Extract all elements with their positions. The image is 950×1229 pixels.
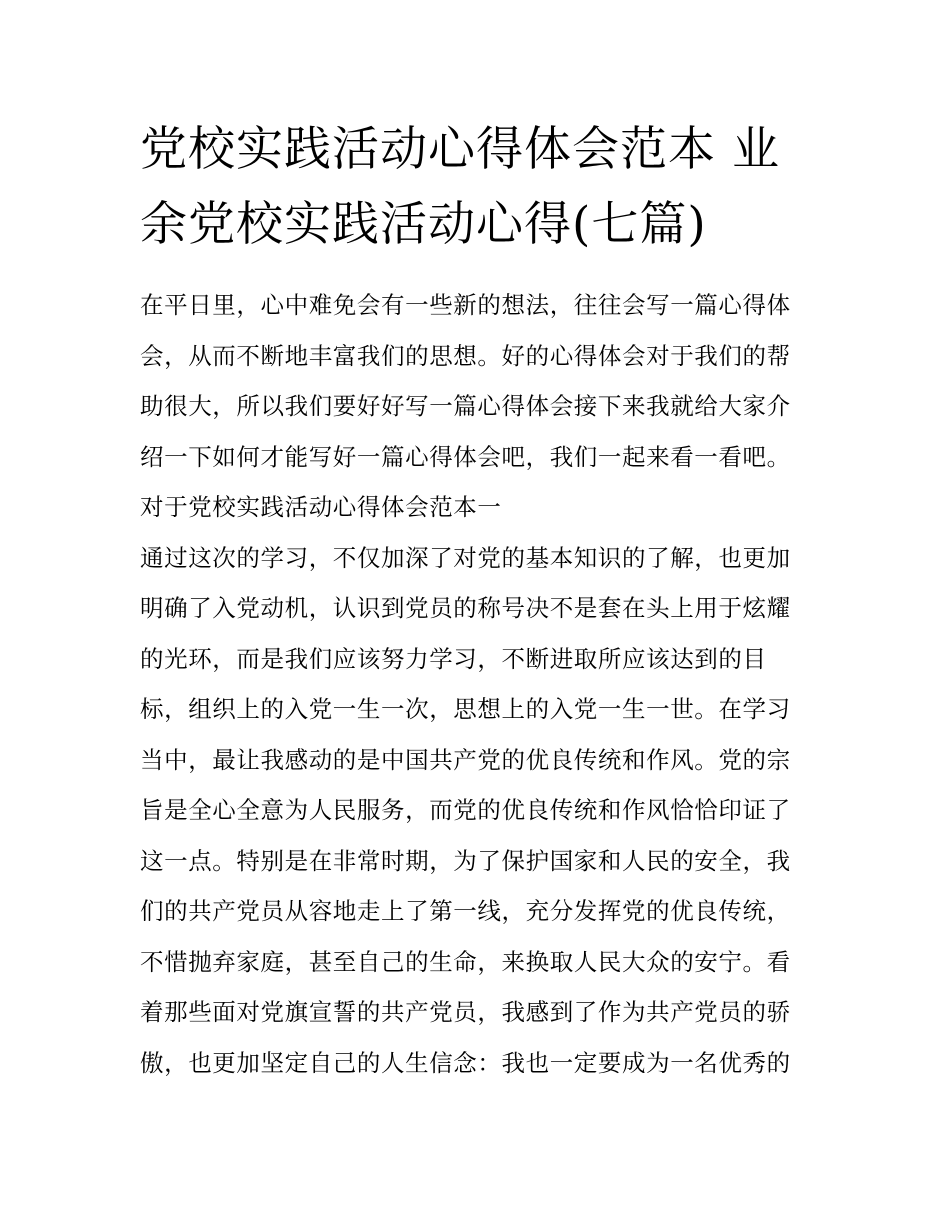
title-line-1: 党校实践活动心得体会范本 业 xyxy=(140,122,780,177)
paragraph-line: 标，组织上的入党一生一次，思想上的入党一生一世。在学习 xyxy=(140,695,791,723)
section-heading: 对于党校实践活动心得体会范本一 xyxy=(140,493,502,521)
paragraph-line: 这一点。特别是在非常时期，为了保护国家和人民的安全，我 xyxy=(140,846,791,875)
intro-paragraph xyxy=(140,280,816,482)
paragraph-line: 通过这次的学习，不仅加深了对党的基本知识的了解，也更加 xyxy=(140,543,791,572)
intro-line: 助很大，所以我们要好好写一篇心得体会接下来我就给大家介 xyxy=(140,392,791,420)
paragraph-line: 的光环，而是我们应该努力学习，不断进取所应该达到的目 xyxy=(140,644,767,673)
paragraph-line: 当中，最让我感动的是中国共产党的优良传统和作风。党的宗 xyxy=(140,745,791,774)
intro-line: 在平日里，心中难免会有一些新的想法，往往会写一篇心得体 xyxy=(140,291,791,319)
paragraph-line: 傲，也更加坚定自己的人生信念：我也一定要成为一名优秀的 xyxy=(140,1048,791,1077)
paragraph-line: 明确了入党动机，认识到党员的称号决不是套在头上用于炫耀 xyxy=(140,594,791,622)
document-title xyxy=(140,112,820,262)
intro-line: 绍一下如何才能写好一篇心得体会吧，我们一起来看一看吧。 xyxy=(140,442,791,471)
paragraph-line: 们的共产党员从容地走上了第一线，充分发挥党的优良传统， xyxy=(140,897,791,925)
title-line-2: 余党校实践活动心得(七篇) xyxy=(140,197,707,252)
paragraph-line: 旨是全心全意为人民服务，而党的优良传统和作风恰恰印证了 xyxy=(140,796,791,824)
body-paragraph xyxy=(140,533,816,1089)
intro-line: 会，从而不断地丰富我们的思想。好的心得体会对于我们的帮 xyxy=(140,341,791,370)
paragraph-line: 不惜抛弃家庭，甚至自己的生命，来换取人民大众的安宁。看 xyxy=(140,947,791,976)
paragraph-line: 着那些面对党旗宣誓的共产党员，我感到了作为共产党员的骄 xyxy=(140,998,791,1026)
document-body xyxy=(140,280,816,1088)
